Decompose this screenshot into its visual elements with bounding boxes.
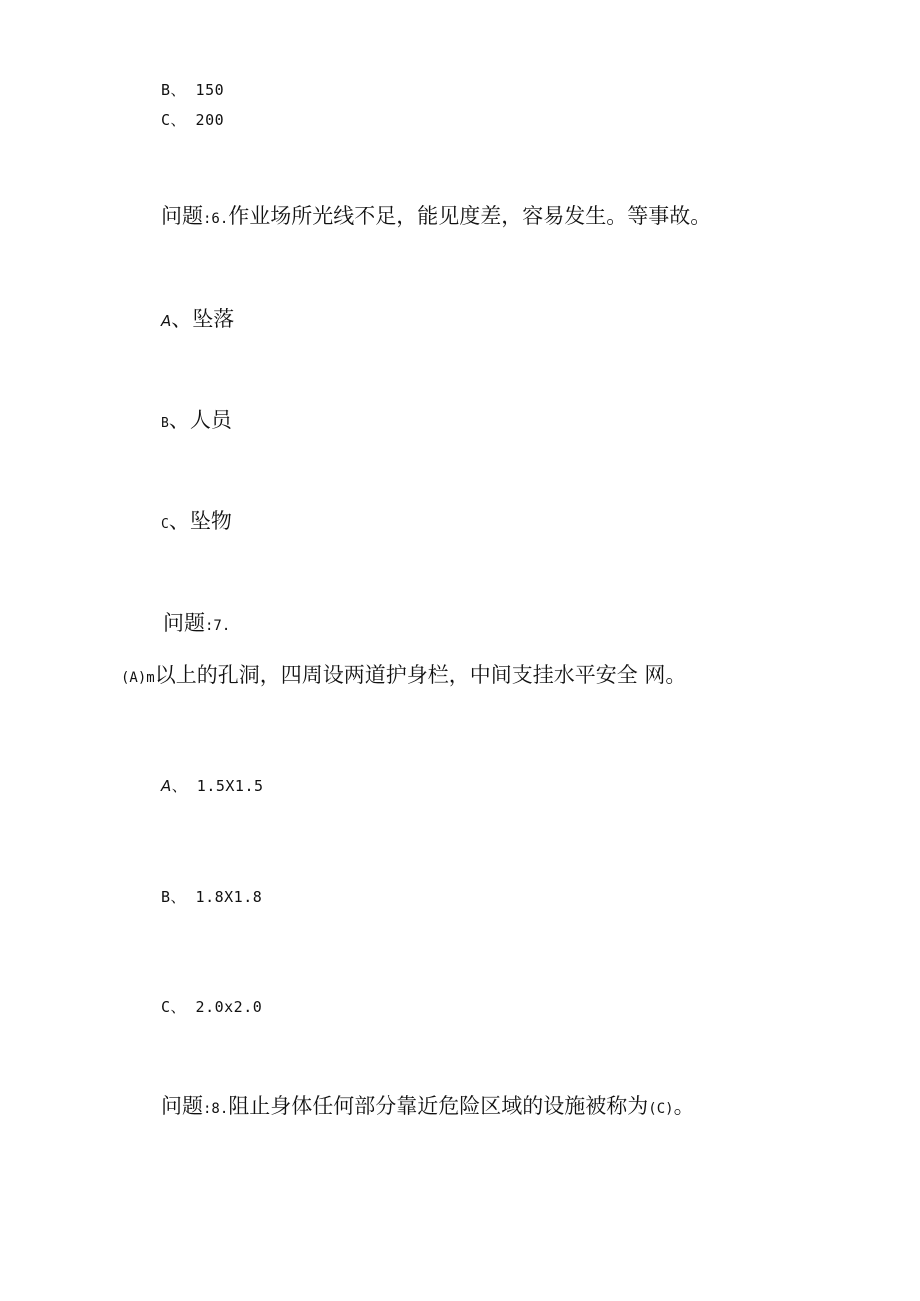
question-8-prefix: 问题 xyxy=(161,1094,203,1118)
question-7-text: 以上的孔洞，四周设两道护身栏，中间支挂水平安全 网。 xyxy=(154,663,687,687)
question-6 xyxy=(161,206,711,227)
question-8-number: :8. xyxy=(203,1101,229,1117)
question-6-prefix: 问题 xyxy=(161,204,203,228)
option-c-prev: C、 200 xyxy=(161,111,225,129)
question-6-number: :6. xyxy=(203,211,229,227)
question-7-number: :7. xyxy=(205,618,231,634)
question-7-text-line xyxy=(121,665,686,686)
question-7-option-c: C、 2.0x2.0 xyxy=(161,998,263,1016)
question-7-option-b: B、 1.8X1.8 xyxy=(161,888,263,906)
question-7-heading xyxy=(163,613,230,634)
option-text: 、人员 xyxy=(168,408,232,432)
option-letter: A xyxy=(161,777,172,795)
option-text: 、 1.5X1.5 xyxy=(171,777,264,795)
question-8-end: 。 xyxy=(673,1094,695,1118)
question-8 xyxy=(161,1096,695,1117)
option-letter: B xyxy=(161,416,169,431)
question-7-answer: (A)m xyxy=(121,670,155,686)
question-6-option-c xyxy=(161,511,232,532)
option-letter: A xyxy=(161,312,172,330)
question-7-option-a xyxy=(161,779,264,794)
option-letter: C xyxy=(161,517,169,532)
option-text: 、坠物 xyxy=(168,509,232,533)
question-7-prefix: 问题 xyxy=(163,611,205,635)
option-text: 、坠落 xyxy=(171,307,235,331)
question-6-option-b xyxy=(161,410,232,431)
question-8-text: 阻止身体任何部分靠近危险区域的设施被称为 xyxy=(228,1094,649,1118)
option-b-prev: B、 150 xyxy=(161,81,225,99)
question-6-option-a xyxy=(161,309,234,330)
question-6-text: 作业场所光线不足，能见度差，容易发生。等事故。 xyxy=(228,204,712,228)
question-8-answer: (C) xyxy=(648,1101,674,1117)
